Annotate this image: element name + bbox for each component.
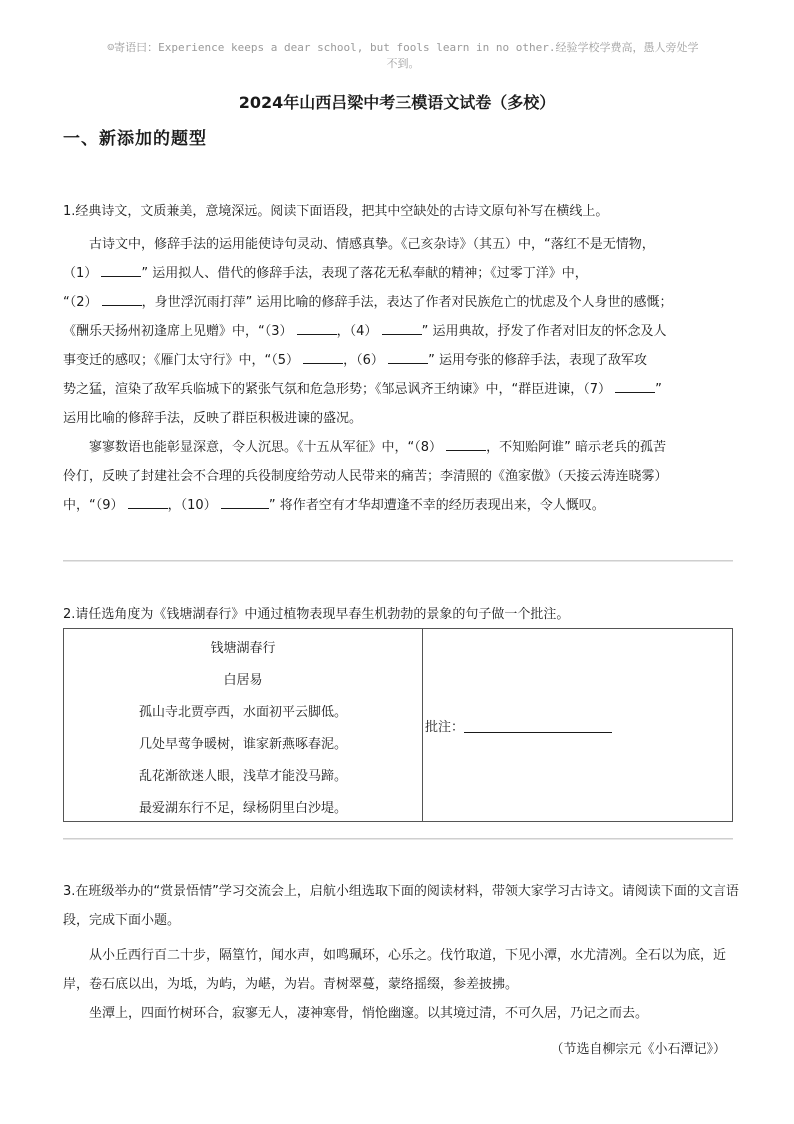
question-1-body [63, 230, 743, 520]
answer-blank-1[interactable] [101, 262, 141, 277]
answer-blank-5[interactable] [303, 349, 343, 364]
question-3-passage [63, 941, 743, 1028]
annotation-label: 批注： [425, 719, 465, 735]
poem-line: 最爱湖东行不足，绿杨阴里白沙堤。 [138, 801, 347, 816]
answer-blank-4[interactable] [382, 320, 422, 335]
passage-source: （节选自柳宗元《小石潭记》） [550, 1042, 726, 1057]
divider [63, 838, 733, 839]
page-title: 2024年山西吕梁中考三模语文试卷（多校） [238, 93, 556, 112]
annotation-blank[interactable] [464, 718, 612, 733]
annotation-cell [423, 629, 732, 821]
header-motto [40, 40, 766, 72]
answer-blank-10[interactable] [221, 494, 269, 509]
poem-author: 白居易 [223, 673, 263, 688]
divider [63, 560, 733, 561]
question-3-lead: 3.在班级举办的“赏景悟情”学习交流会上，启航小组选取下面的阅读材料，带领大家学习古诗文。请阅读下面的文言语段，完成下面小题。 [63, 884, 739, 928]
section-heading: 一、新添加的题型 [63, 129, 207, 149]
answer-blank-7[interactable] [615, 378, 655, 393]
answer-blank-3[interactable] [297, 320, 337, 335]
question-2-lead: 2.请任选角度为《钱塘湖春行》中通过植物表现早春生机勃勃的景象的句子做一个批注。 [63, 607, 570, 622]
poem-cell [64, 629, 423, 821]
question-1-paragraph-1: 古诗文中，修辞手法的运用能使诗句灵动、情感真挚。《己亥杂诗》（其五）中，“落红不是无情物， （1） ” 运用拟人、借代的修辞手法，表现了落花无私奉献的精神；《过零丁洋》中， “（2） ，身世浮沉雨打萍” 运用比喻的修辞手法，表达了作者对民族危亡的忧虑及个人身世的感慨； 《酬乐天扬州初逢席上见赠》中，“（3） ，（4） ” 运用典故，抒发了作者对旧友的怀念及人 事变迁的感叹；《雁门太守行》中，“（5） ，（6） ” 运用夸张的修辞手法，表现了敌军攻 势之猛，渲染了敌军兵临城下的紧张气氛和危急形势；《邹忌讽齐王纳谏》中，“群臣进谏，（7） ” 运用比喻的修辞手法，反映了群臣积极进谏的盛况。 [63, 237, 673, 426]
header-motto-line2: 不到。 [386, 57, 420, 70]
answer-blank-8[interactable] [446, 436, 486, 451]
poem-line: 孤山寺北贾亭西，水面初平云脚低。 [138, 705, 347, 720]
header-motto-line1: ☺寄语曰：Experience keeps a dear school, but fools learn in no other.经验学校学费高，愚人旁处学 [107, 41, 699, 54]
passage-paragraph-2: 坐潭上，四面竹树环合，寂寥无人，凄神寒骨，悄怆幽邃。以其境过清，不可久居，乃记之而去。 [89, 1006, 649, 1021]
poem-annotation-table [63, 628, 733, 822]
question-1-paragraph-2: 寥寥数语也能彰显深意，令人沉思。《十五从军征》中，“（8） ，不知贻阿谁” 暗示老兵的孤苦 伶仃，反映了封建社会不合理的兵役制度给劳动人民带来的痛苦；李清照的《渔家傲》（天接云涛连晓雾） 中，“（9） ，（10） ” 将作者空有才华却遭逢不幸的经历表现出来，令人慨叹。 [63, 433, 743, 520]
passage-paragraph-1: 从小丘西行百二十步，隔篁竹，闻水声，如鸣珮环，心乐之。伐竹取道，下见小潭，水尤清冽。全石以为底，近岸，卷石底以出，为坻，为屿，为嵁，为岩。青树翠蔓，蒙络摇缀，参差披拂。 [63, 948, 727, 992]
answer-blank-6[interactable] [388, 349, 428, 364]
poem-line: 乱花渐欲迷人眼，浅草才能没马蹄。 [138, 769, 347, 784]
poem-title: 钱塘湖春行 [210, 641, 276, 656]
answer-blank-2[interactable] [102, 291, 142, 306]
answer-blank-9[interactable] [128, 494, 168, 509]
poem-line: 几处早莺争暖树，谁家新燕啄春泥。 [138, 737, 347, 752]
question-1-lead: 1.经典诗文，文质兼美，意境深远。阅读下面语段，把其中空缺处的古诗文原句补写在横线上。 [63, 204, 609, 219]
